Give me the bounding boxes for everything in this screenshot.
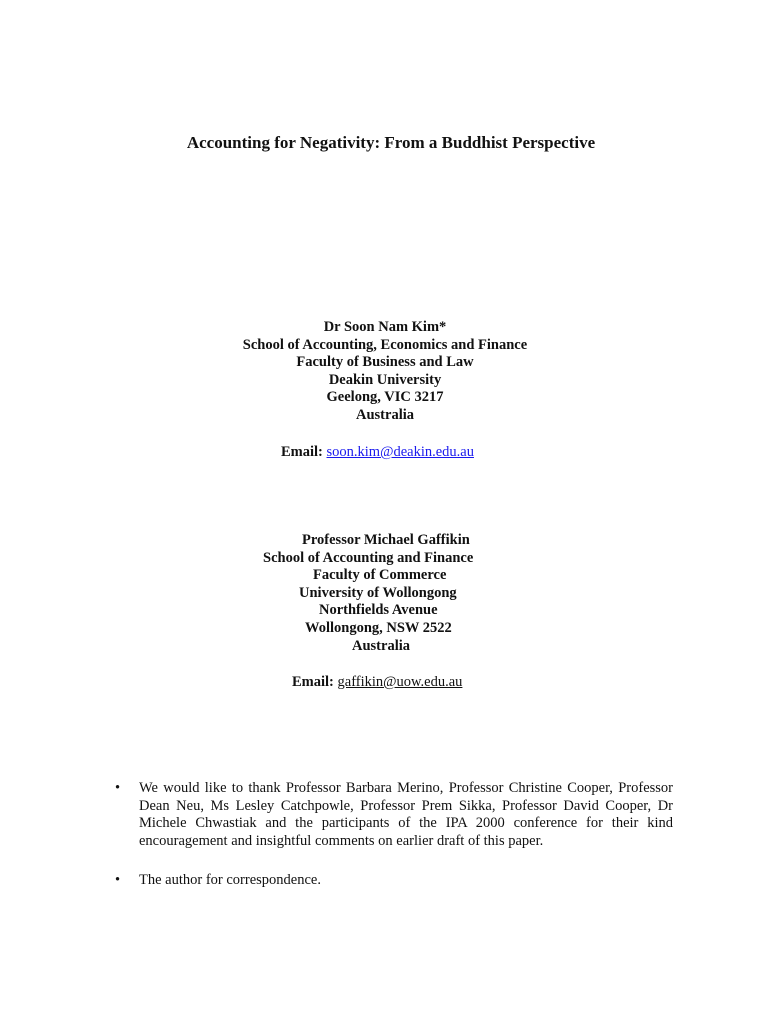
author2-email-link[interactable]: gaffikin@uow.edu.au [337,674,463,690]
author2-email-line [292,674,462,691]
author2-university: University of Wollongong [299,584,457,601]
bullet-icon: • [115,780,121,796]
author2-school: School of Accounting and Finance [263,549,474,566]
author2-street: Northfields Avenue [319,602,438,619]
author1-country: Australia [356,406,414,423]
author1-email-label: Email: [281,444,327,460]
author1-email-line [281,444,474,461]
paper-title: Accounting for Negativity: From a Buddhist Perspective [186,133,596,152]
author2-city: Wollongong, NSW 2522 [305,619,452,636]
author1-city: Geelong, VIC 3217 [326,389,444,406]
author2-email-label: Email: [292,674,338,690]
footnote-text: The author for correspondence. [139,872,321,888]
author1-name: Dr Soon Nam Kim* [323,319,447,335]
author1-school: School of Accounting, Economics and Finance [242,336,528,353]
footnote-text: We would like to thank Professor Barbara Merino, Professor Christine Cooper, Professor Dean Neu, Ms Lesley Catchpowle, Professor Prem Sikka, Professor David Cooper, Dr Michele Chwastiak and the participants of the IPA 2000 conference for their kind encouragement and insightful comments on earlier draft of this paper. [139,780,673,849]
author2-affiliation [200,532,474,655]
bullet-icon: • [115,872,121,888]
author1-university: Deakin University [328,371,442,388]
author1-email-link[interactable]: soon.kim@deakin.edu.au [326,444,474,460]
author2-name: Professor Michael Gaffikin [302,532,470,548]
footnote-correspondence [115,872,673,890]
footnote-acknowledgement [115,780,673,850]
author2-faculty: Faculty of Commerce [313,567,447,584]
author1-faculty: Faculty of Business and Law [296,354,474,371]
author1-affiliation [200,319,570,425]
author2-country: Australia [352,637,410,654]
